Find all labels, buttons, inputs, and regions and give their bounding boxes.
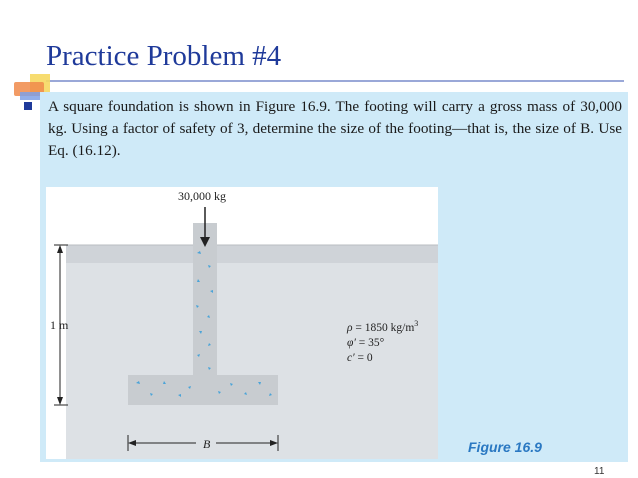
- property-cohesion: c′ = 0: [347, 351, 373, 364]
- depth-dim-arrow-down: [57, 397, 63, 405]
- property-friction-angle: φ′ = 35°: [347, 336, 385, 349]
- width-label: B: [203, 437, 211, 451]
- problem-statement: A square foundation is shown in Figure 16.9. The footing will carry a gross mass of 30,000 kg. Using a factor of safety of 3, determine the size of the footing—that is, the size of B. Use Eq. (16.12).: [48, 98, 622, 159]
- slide-title: Practice Problem #4: [46, 40, 282, 72]
- footing: [128, 375, 278, 405]
- soil-properties: [347, 316, 418, 366]
- ground-surface-band: [66, 245, 438, 263]
- page-number: 11: [594, 466, 605, 477]
- property-density: ρ = 1850 $kg/m^3$: [347, 319, 419, 334]
- load-label: 30,000 kg: [178, 189, 226, 203]
- depth-label: 1 m: [50, 318, 69, 332]
- figure-caption: Figure 16.9: [468, 439, 542, 455]
- depth-dim-arrow-up: [57, 245, 63, 253]
- title-divider: [46, 80, 624, 82]
- bullet-icon: [24, 102, 32, 110]
